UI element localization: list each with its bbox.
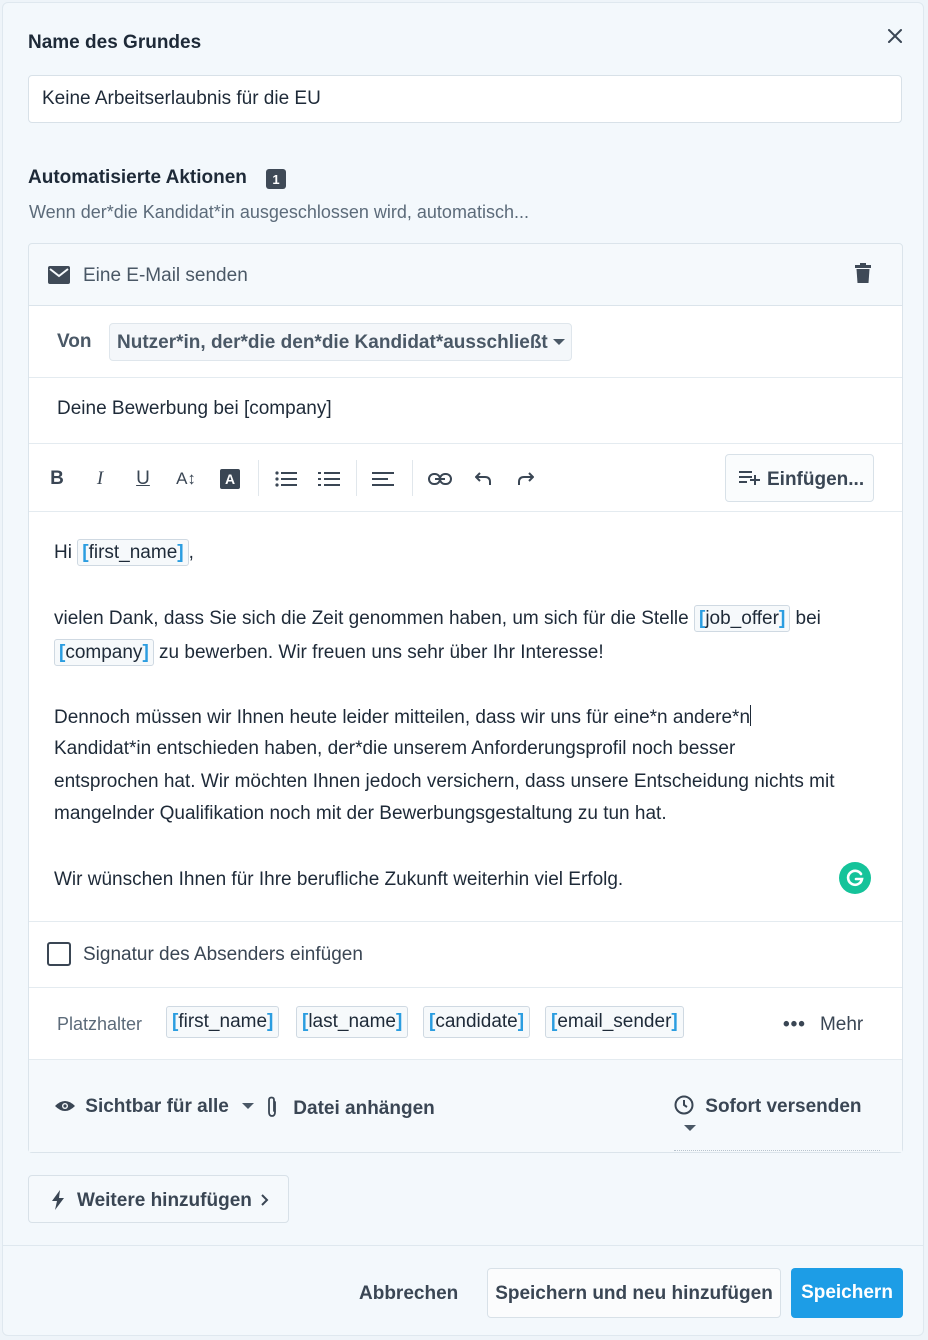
numbered-list-icon <box>318 471 340 487</box>
send-timing-dropdown[interactable] <box>674 1095 880 1151</box>
undo-button[interactable] <box>468 464 498 494</box>
highlight-button[interactable] <box>215 464 245 494</box>
placeholder-chip[interactable]: [first_name] <box>166 1006 279 1038</box>
bullet-list-button[interactable] <box>271 464 301 494</box>
lightning-icon <box>51 1190 65 1210</box>
align-left-icon <box>372 471 394 487</box>
subject-input[interactable] <box>57 398 857 420</box>
body-text: Dennoch müssen wir Ihnen heute leider mitteilen, dass wir uns für eine*n andere*n <box>54 707 751 728</box>
from-select-value: Nutzer*in, der*die den*die Kandidat*ausschließt <box>117 332 548 353</box>
more-dots-icon: ••• <box>783 1014 806 1035</box>
placeholder-token: [company] <box>54 639 154 666</box>
add-more-actions-button[interactable] <box>28 1175 289 1223</box>
grammarly-button[interactable] <box>839 862 871 894</box>
placeholders-label: Platzhalter <box>57 1014 143 1034</box>
close-button[interactable] <box>882 23 908 49</box>
email-action-header <box>29 244 902 306</box>
email-options-row <box>29 1060 902 1152</box>
automation-count-badge: 1 <box>266 169 286 189</box>
body-line: mangelnder Qualifikation noch mit der Bewerbungsgestaltung zu tun hat. <box>54 803 667 824</box>
add-more-label: Weitere hinzufügen <box>77 1190 252 1211</box>
font-size-button[interactable]: A↕ <box>176 469 196 488</box>
more-label: Mehr <box>819 1014 864 1035</box>
align-button[interactable] <box>368 464 398 494</box>
email-body-editor[interactable] <box>29 512 902 922</box>
text-cursor <box>750 705 751 726</box>
signature-row <box>29 922 902 988</box>
bullet-list-icon <box>275 471 297 487</box>
undo-icon <box>475 472 491 486</box>
insert-button[interactable] <box>725 454 874 502</box>
placeholder-token: [job_offer] <box>694 605 790 632</box>
grammarly-icon <box>845 868 865 888</box>
placeholder-chip[interactable]: [email_sender] <box>545 1006 684 1038</box>
eye-icon <box>54 1099 76 1113</box>
insert-button-label: Einfügen... <box>767 469 865 490</box>
placeholder-chip[interactable]: [candidate] <box>423 1006 530 1038</box>
email-action-card <box>28 243 903 1153</box>
from-label: Von <box>57 331 92 352</box>
body-line: entsprochen hat. Wir möchten Ihnen jedoch versichern, dass unsere Entscheidung nichts mit <box>54 771 835 792</box>
attach-file-button[interactable] <box>266 1096 435 1120</box>
paperclip-icon <box>266 1096 278 1118</box>
numbered-list-button[interactable] <box>314 464 344 494</box>
automation-title: Automatisierte Aktionen <box>28 167 247 188</box>
placeholders-row <box>29 988 902 1060</box>
insert-list-icon <box>739 470 761 486</box>
body-text: zu bewerben. Wir freuen uns sehr über Ihr Interesse! <box>159 642 604 663</box>
mail-icon <box>48 266 70 284</box>
body-text: vielen Dank, dass Sie sich die Zeit genommen haben, um sich für die Stelle <box>54 608 689 629</box>
send-timing-label: Sofort versenden <box>705 1096 862 1117</box>
chevron-right-icon <box>261 1194 269 1206</box>
placeholder-chip[interactable]: [last_name] <box>296 1006 408 1038</box>
reason-modal <box>2 2 924 1336</box>
from-select[interactable] <box>109 323 572 361</box>
email-action-title: Eine E-Mail senden <box>83 265 248 286</box>
toolbar-divider <box>412 460 413 496</box>
highlight-icon: A <box>220 469 240 489</box>
subject-row <box>29 378 902 444</box>
attach-label: Datei anhängen <box>293 1098 435 1119</box>
body-line <box>54 639 604 666</box>
editor-toolbar <box>29 444 902 512</box>
footer-divider <box>3 1245 923 1246</box>
bold-button[interactable]: B <box>50 468 64 489</box>
link-button[interactable] <box>425 464 455 494</box>
save-and-new-button[interactable]: Speichern und neu hinzufügen <box>487 1268 781 1318</box>
reason-name-input[interactable] <box>28 75 902 123</box>
visibility-label: Sichtbar für alle <box>85 1096 229 1117</box>
toolbar-divider <box>356 460 357 496</box>
close-icon <box>887 28 903 44</box>
body-text: , <box>188 542 194 563</box>
link-icon <box>428 472 452 486</box>
reason-name-label: Name des Grundes <box>28 32 202 53</box>
toolbar-divider <box>258 460 259 496</box>
italic-button[interactable]: I <box>96 468 104 489</box>
save-button[interactable]: Speichern <box>791 1268 903 1318</box>
underline-button[interactable]: U <box>136 468 150 489</box>
more-placeholders-button[interactable] <box>783 1014 863 1036</box>
signature-checkbox[interactable] <box>47 942 71 966</box>
chevron-down-icon <box>553 339 565 345</box>
body-text: Hi <box>54 542 72 563</box>
redo-button[interactable] <box>511 464 541 494</box>
chevron-down-icon <box>684 1125 696 1131</box>
body-line: Wir wünschen Ihnen für Ihre berufliche Zukunft weiterhin viel Erfolg. <box>54 869 624 890</box>
chevron-down-icon <box>242 1103 254 1109</box>
body-line <box>54 705 751 729</box>
from-row <box>29 306 902 378</box>
placeholder-token: [first_name] <box>77 539 188 566</box>
body-line <box>54 539 194 566</box>
body-line <box>54 605 821 632</box>
automation-subtitle: Wenn der*die Kandidat*in ausgeschlossen wird, automatisch... <box>29 202 529 222</box>
trash-icon[interactable] <box>855 263 871 283</box>
visibility-dropdown[interactable] <box>54 1096 254 1118</box>
signature-label: Signatur des Absenders einfügen <box>83 944 363 965</box>
body-line: Kandidat*in entschieden haben, der*die unserem Anforderungsprofil noch besser <box>54 738 736 759</box>
clock-icon <box>674 1095 694 1115</box>
body-text: bei <box>795 608 821 629</box>
redo-icon <box>518 472 534 486</box>
cancel-button[interactable]: Abbrechen <box>359 1283 459 1304</box>
